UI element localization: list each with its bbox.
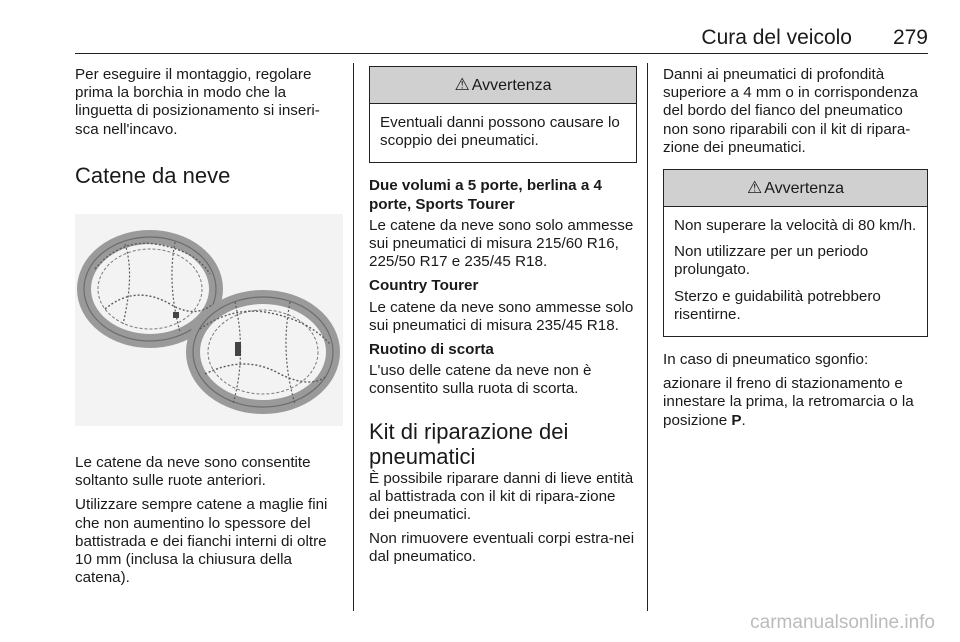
warning-body [664, 207, 927, 336]
paragraph: Danni ai pneumatici di profondità superiore a 4 mm o in corrispondenza del bordo del fianco del pneumatico non sono riparabili con il kit di ripara-zione dei pneumatici. [663, 66, 918, 156]
warning-header [370, 67, 636, 104]
paragraph: Non rimuovere eventuali corpi estra-nei dal pneumatico. [369, 530, 635, 566]
column-right [663, 66, 928, 436]
heading-snow-chains: Catene da neve [75, 162, 231, 188]
warning-title: Avvertenza [471, 77, 552, 94]
paragraph: L'uso delle catene da neve non è consentito sulla ruota di scorta. [369, 362, 592, 398]
column-divider [353, 63, 354, 611]
subheading: Ruotino di scorta [369, 341, 494, 359]
column-middle [369, 66, 637, 573]
section-title: Cura del veicolo [701, 26, 852, 49]
paragraph: Utilizzare sempre catene a maglie fini che non aumentino lo spessore del battistrada e dei fianchi interni di oltre 10 mm (inclusa la chiusura della catena). [75, 496, 328, 587]
paragraph: Le catene da neve sono ammesse solo sui pneumatici di misura 235/45 R18. [369, 298, 634, 334]
warning-title: Avvertenza [764, 180, 844, 198]
subheading: Country Tourer [369, 277, 479, 295]
warning-header [664, 170, 927, 207]
gear-position-p: P [731, 411, 742, 429]
warning-item: Non utilizzare per un periodo prolungato. [674, 243, 869, 279]
intro-paragraph: Per eseguire il montaggio, regolare prima la borchia in modo che la linguetta di posizionamento si inseri-sca nell'incavo. [75, 66, 320, 138]
warning-box [369, 66, 637, 163]
paragraph-end: . [741, 411, 746, 429]
paragraph [663, 375, 928, 430]
paragraph: Le catene da neve sono solo ammesse sui pneumatici di misura 215/60 R16, 225/50 R17 e 235/45 R18. [369, 216, 634, 271]
warning-text: Eventuali danni possono causare lo scoppio dei pneumatici. [380, 114, 620, 150]
warning-item: Non superare la velocità di 80 km/h. [674, 217, 917, 235]
column-left [75, 66, 343, 593]
column-divider [647, 63, 648, 611]
paragraph: In caso di pneumatico sgonfio: [663, 351, 869, 369]
header-rule [75, 53, 928, 54]
paragraph: Le catene da neve sono consentite soltanto sulle ruote anteriori. [75, 454, 311, 490]
warning-triangle-icon: ⚠ [454, 75, 470, 94]
page-number: 279 [892, 26, 928, 49]
watermark: carmanualsonline.info [750, 612, 935, 633]
warning-triangle-icon: ⚠ [747, 178, 763, 198]
warning-box [663, 169, 928, 337]
paragraph: È possibile riparare danni di lieve entità al battistrada con il kit di ripara-zione dei pneumatici. [369, 469, 634, 524]
paragraph-text: azionare il freno di stazionamento e innestare la prima, la retromarcia o la posizione [663, 375, 914, 429]
subheading: Due volumi a 5 porte, berlina a 4 porte, Sports Tourer [369, 177, 602, 213]
snow-chains-illustration [75, 214, 343, 426]
heading-repair-kit: Kit di riparazione dei pneumatici [369, 418, 569, 469]
warning-item: Sterzo e guidabilità potrebbero risentirne. [674, 287, 881, 323]
warning-body [370, 104, 636, 162]
